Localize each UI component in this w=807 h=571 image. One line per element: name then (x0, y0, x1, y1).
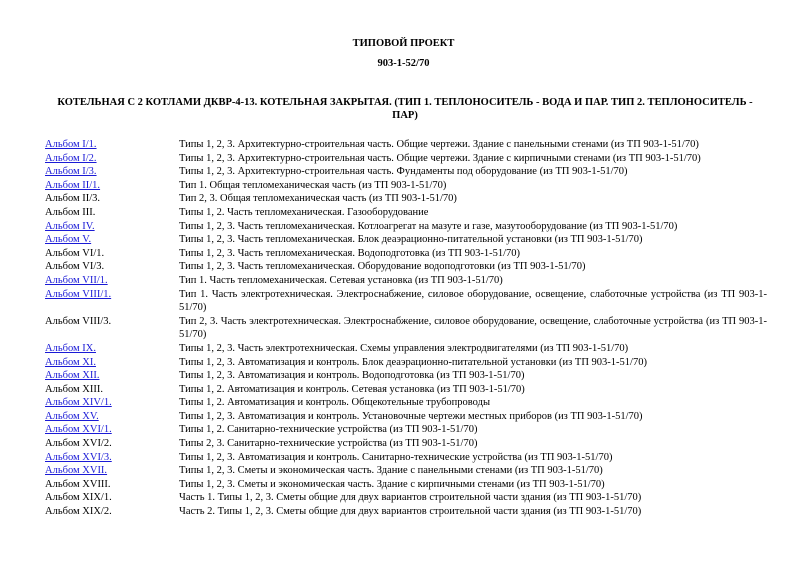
album-label: Альбом XIX/1. (45, 492, 112, 504)
album-description: Типы 1, 2, 3. Сметы и экономическая часть. Здание с панельными стенами (из ТП 903-1-51/70) (179, 465, 603, 477)
album-description: Тип 1. Часть тепломеханическая. Сетевая установка (из ТП 903-1-51/70) (179, 274, 503, 286)
album-row (45, 410, 767, 424)
album-link[interactable]: Альбом XII. (45, 370, 100, 382)
album-list (45, 138, 767, 519)
album-description: Типы 1, 2, 3. Автоматизация и контроль. Водоподготовка (из ТП 903-1-51/70) (179, 370, 525, 382)
album-description: Типы 1, 2, 3. Архитектурно-строительная часть. Общие чертежи. Здание с панельными стенами (из ТП 903-1-51/70) (179, 139, 699, 150)
album-link[interactable]: Альбом VIII/1. (45, 288, 112, 300)
album-row (45, 315, 767, 342)
album-description: Типы 1, 2, 3. Автоматизация и контроль. Установочные чертежи местных приборов (из ТП 903-1-51/70) (179, 410, 643, 422)
album-row (45, 451, 767, 465)
album-link[interactable]: Альбом XVI/1. (45, 424, 112, 436)
album-row (45, 437, 767, 451)
album-description: Типы 1, 2. Автоматизация и контроль. Общекотельные трубопроводы (179, 397, 491, 409)
album-row (45, 152, 767, 166)
album-description: Тип 2, 3. Общая тепломеханическая часть (из ТП 903-1-51/70) (179, 193, 457, 205)
album-row (45, 342, 767, 356)
album-row (45, 383, 767, 397)
album-row (45, 464, 767, 478)
album-link[interactable]: Альбом I/3. (45, 166, 97, 178)
album-row (45, 165, 767, 179)
album-label: Альбом XVI/2. (45, 438, 112, 450)
album-row (45, 274, 767, 288)
album-row (45, 478, 767, 492)
album-row (45, 260, 767, 274)
album-link[interactable]: Альбом IV. (45, 220, 95, 232)
album-link[interactable]: Альбом V. (45, 234, 92, 246)
album-label: Альбом VIII/3. (45, 315, 112, 327)
project-code: 903-1-52/70 (377, 58, 430, 69)
album-link[interactable]: Альбом XIV/1. (45, 397, 112, 409)
album-description: Типы 1, 2. Автоматизация и контроль. Сетевая установка (из ТП 903-1-51/70) (179, 383, 525, 395)
album-description: Тип 2, 3. Часть электротехническая. Электроснабжение, силовое оборудование, освещение, слаботочные устройства (из ТП 903-1-51/70) (179, 315, 767, 341)
album-link[interactable]: Альбом XI. (45, 356, 96, 368)
album-link[interactable]: Альбом II/1. (45, 179, 101, 191)
album-row (45, 396, 767, 410)
album-link[interactable]: Альбом VII/1. (45, 274, 108, 286)
album-row (45, 369, 767, 383)
album-description: Часть 2. Типы 1, 2, 3. Сметы общие для двух вариантов строительной части здания (из ТП 903-1-51/70) (179, 506, 642, 518)
album-link[interactable]: Альбом XV. (45, 410, 99, 422)
album-description: Типы 1, 2. Санитарно-технические устройства (из ТП 903-1-51/70) (179, 424, 478, 436)
project-heading: КОТЕЛЬНАЯ С 2 КОТЛАМИ ДКВР-4-13. КОТЕЛЬНАЯ ЗАКРЫТАЯ. (ТИП 1. ТЕПЛОНОСИТЕЛЬ - ВОДА И ПАР. ТИП 2. ТЕПЛОНОСИТЕЛЬ - ПАР) (57, 97, 753, 121)
album-label: Альбом XIII. (45, 383, 103, 395)
album-row (45, 288, 767, 315)
album-row (45, 179, 767, 193)
album-row (45, 491, 767, 505)
album-label: Альбом VI/3. (45, 261, 105, 273)
album-row (45, 206, 767, 220)
album-link[interactable]: Альбом I/2. (45, 152, 97, 164)
album-label: Альбом XVIII. (45, 478, 111, 490)
album-description: Тип 1. Часть электротехническая. Электроснабжение, силовое оборудование, освещение, слаботочные устройства (из ТП 903-1-51/70) (179, 288, 767, 314)
album-link[interactable]: Альбом XVI/3. (45, 451, 112, 463)
album-link[interactable]: Альбом XVII. (45, 465, 108, 477)
album-description: Типы 1, 2, 3. Автоматизация и контроль. Блок деаэрационно-питательной установки (из ТП 903-1-51/70) (179, 356, 647, 368)
album-row (45, 233, 767, 247)
album-label: Альбом VI/1. (45, 247, 105, 259)
album-label: Альбом III. (45, 206, 96, 218)
album-description: Типы 1, 2, 3. Сметы и экономическая часть. Здание с кирпичными стенами (из ТП 903-1-51/70) (179, 478, 605, 490)
album-link[interactable]: Альбом I/1. (45, 139, 97, 150)
album-label: Альбом II/3. (45, 193, 101, 205)
album-row (45, 423, 767, 437)
album-description: Типы 1, 2, 3. Часть тепломеханическая. Водоподготовка (из ТП 903-1-51/70) (179, 247, 521, 259)
album-description: Типы 1, 2, 3. Часть электротехническая. Схемы управления электродвигателями (из ТП 903-1-51/70) (179, 342, 629, 354)
album-label: Альбом XIX/2. (45, 506, 112, 518)
album-description: Типы 1, 2, 3. Часть тепломеханическая. Котлоагрегат на мазуте и газе, мазутооборудование (из ТП 903-1-51/70) (179, 220, 678, 232)
album-row (45, 192, 767, 206)
album-description: Типы 1, 2, 3. Часть тепломеханическая. Оборудование водоподготовки (из ТП 903-1-51/70) (179, 261, 586, 273)
album-description: Типы 2, 3. Санитарно-технические устройства (из ТП 903-1-51/70) (179, 438, 478, 450)
album-description: Типы 1, 2, 3. Автоматизация и контроль. Санитарно-технические устройства (из ТП 903-1-51/70) (179, 451, 613, 463)
album-description: Типы 1, 2, 3. Архитектурно-строительная часть. Фундаменты под оборудование (из ТП 903-1-51/70) (179, 166, 628, 178)
album-row (45, 138, 767, 152)
document-title: ТИПОВОЙ ПРОЕКТ (352, 38, 455, 49)
album-row (45, 247, 767, 261)
album-description: Тип 1. Общая тепломеханическая часть (из ТП 903-1-51/70) (179, 179, 447, 191)
album-description: Типы 1, 2. Часть тепломеханическая. Газооборудование (179, 206, 429, 218)
album-description: Типы 1, 2, 3. Часть тепломеханическая. Блок деаэрационно-питательной установки (из ТП 903-1-51/70) (179, 234, 643, 246)
album-row (45, 356, 767, 370)
album-description: Часть 1. Типы 1, 2, 3. Сметы общие для двух вариантов строительной части здания (из ТП 903-1-51/70) (179, 492, 642, 504)
album-link[interactable]: Альбом IX. (45, 342, 96, 354)
album-row (45, 505, 767, 519)
album-description: Типы 1, 2, 3. Архитектурно-строительная часть. Общие чертежи. Здание с кирпичными стенами (из ТП 903-1-51/70) (179, 152, 701, 164)
album-row (45, 220, 767, 234)
